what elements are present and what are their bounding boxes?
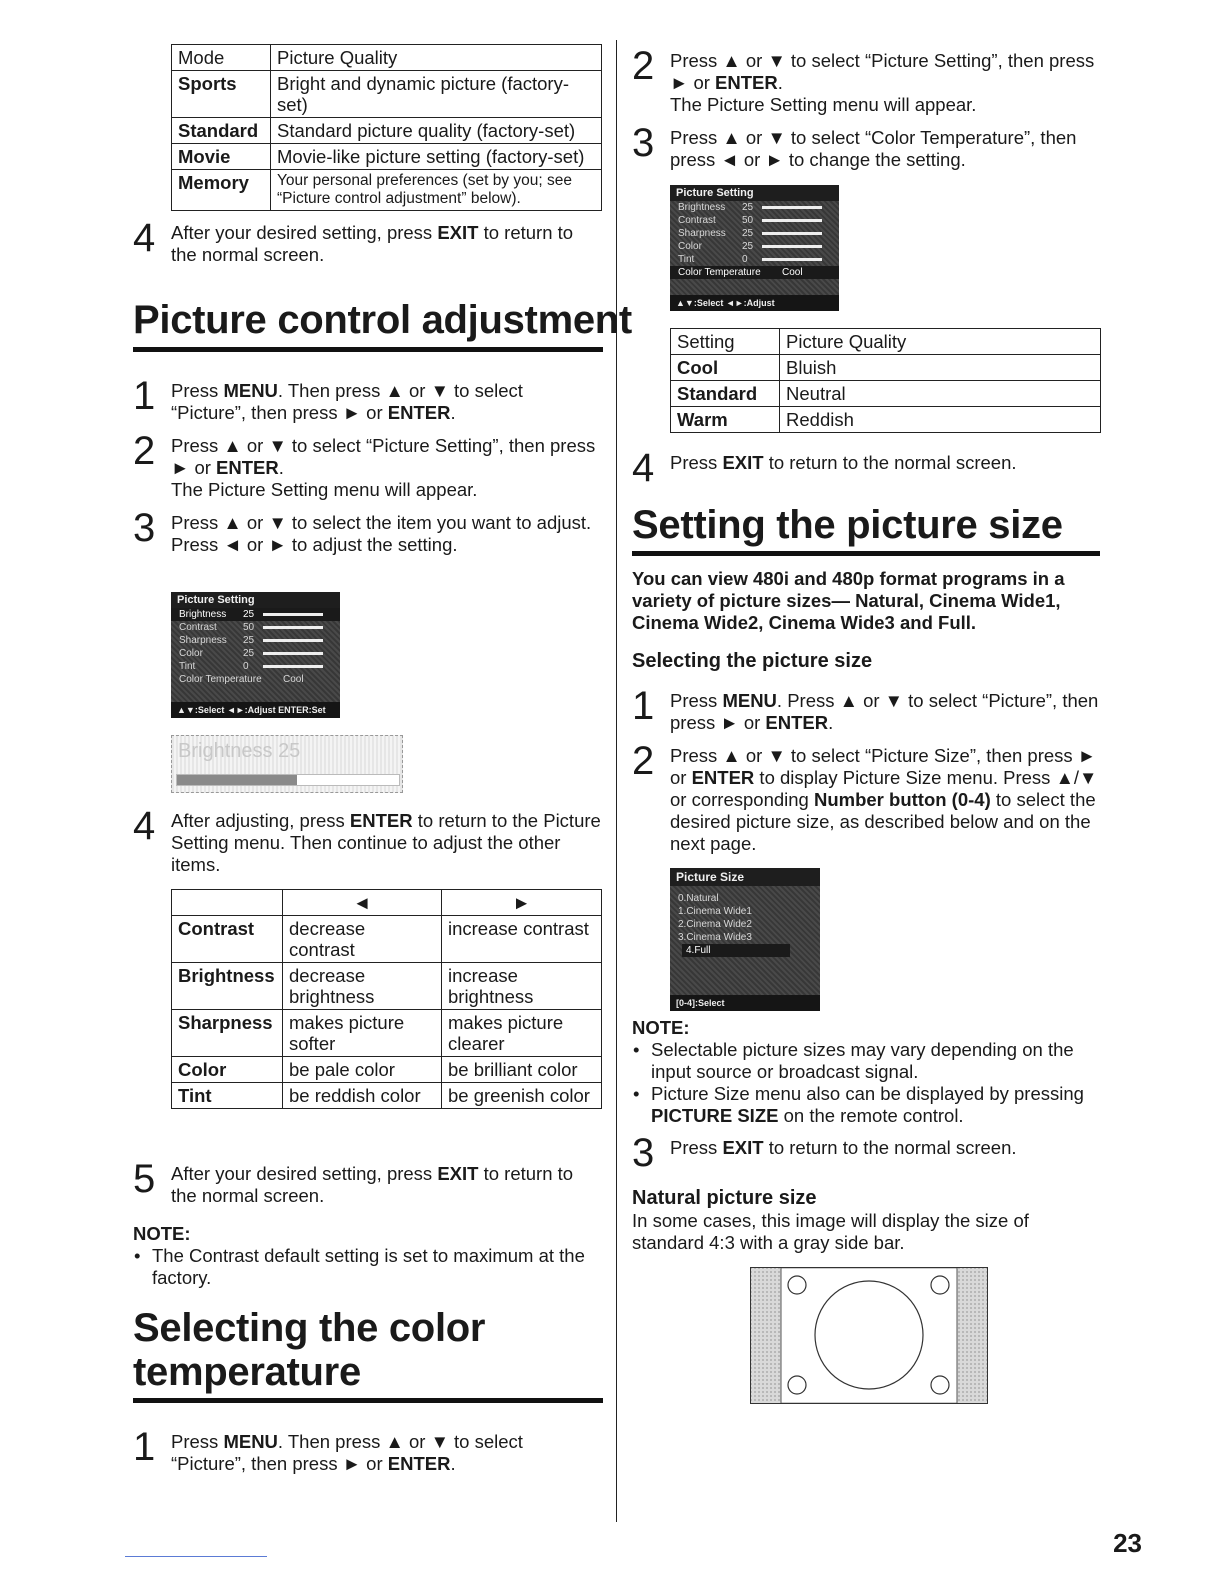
step-number: 5 xyxy=(133,1157,156,1201)
osd-row xyxy=(171,608,340,621)
step-bold: Number button (0-4) xyxy=(813,789,991,810)
temp-table-wrap xyxy=(670,328,1101,433)
osd-value: 25 xyxy=(742,228,754,239)
temp-setting: Standard xyxy=(671,381,780,407)
adj-left: decrease contrast xyxy=(283,916,442,963)
step-bold: ENTER xyxy=(349,810,413,831)
step-text: Press ▲ or ▼ to select “Picture Setting”, then press ► or xyxy=(171,435,596,478)
step-text: Press ▲ or ▼ to select “Color Temperature”, then press ◄ or ► to change the setting. xyxy=(670,127,1077,170)
size-step-3 xyxy=(632,1131,1100,1175)
footer-line xyxy=(125,1556,267,1557)
step-text: . Then press ▲ or ▼ to select “Picture”, then press ► or xyxy=(171,1431,523,1474)
osd-label: Color xyxy=(678,241,702,252)
step-4-exit xyxy=(133,216,601,266)
step-text: to return to the Picture Setting menu. Then continue to adjust the other items. xyxy=(171,810,601,875)
pca-step-5 xyxy=(133,1157,601,1207)
step-bold: EXIT xyxy=(722,1137,764,1158)
osd-value: 0 xyxy=(742,254,748,265)
step-text: After your desired setting, press xyxy=(171,1163,438,1184)
sct-step-4 xyxy=(632,446,1100,490)
step-bold: ENTER xyxy=(216,457,279,478)
heading-rule xyxy=(133,347,603,352)
osd-row xyxy=(670,214,839,227)
adj-item: Contrast xyxy=(172,916,283,963)
adj-item: Brightness xyxy=(172,963,283,1010)
adj-left: makes picture softer xyxy=(283,1010,442,1057)
size-step-1 xyxy=(632,684,1100,734)
step-text: . Then press ▲ or ▼ to select “Picture”, then press ► or xyxy=(171,380,523,423)
step-bold: MENU xyxy=(223,1431,278,1452)
size-intro: You can view 480i and 480p format programs in a variety of picture sizes— Natural, Cinema Wide1, Cinema Wide2, Cinema Wide3 and Full. xyxy=(632,568,1065,633)
mode-name: Memory xyxy=(172,170,271,211)
step-text: Press ▲ or ▼ to select “Picture Size”, then press ► or xyxy=(670,745,1097,788)
sct-step-2 xyxy=(632,44,1100,116)
adjust-table xyxy=(171,889,602,1109)
step-text: The Picture Setting menu will appear. xyxy=(670,94,977,115)
osd-row xyxy=(171,621,340,634)
osd-bar xyxy=(762,206,822,209)
mode-table xyxy=(171,44,602,211)
osd-label: Sharpness xyxy=(179,635,227,646)
osd-title: Picture Setting xyxy=(670,185,839,201)
brightness-label-text: Brightness xyxy=(178,740,273,762)
osd-label: Tint xyxy=(678,254,695,265)
step-text: to return to the normal screen. xyxy=(171,1163,574,1206)
page-number: 23 xyxy=(1113,1528,1142,1558)
step-number: 4 xyxy=(632,446,655,490)
step-text: Press ▲ or ▼ to select “Picture Setting”, then press ► or xyxy=(670,50,1095,93)
heading-rule xyxy=(133,1398,603,1403)
temp-table xyxy=(670,328,1101,433)
osd-picture-size xyxy=(670,868,820,1011)
temp-setting: Cool xyxy=(671,355,780,381)
step-text: Press xyxy=(171,1431,224,1452)
osd-label: Contrast xyxy=(678,215,716,226)
adj-table-wrap xyxy=(171,889,602,1109)
temp-header: Setting xyxy=(671,329,780,355)
step-number: 1 xyxy=(632,684,655,728)
adj-header xyxy=(172,890,283,916)
step-number: 2 xyxy=(632,739,655,783)
step-text: . xyxy=(450,1453,456,1474)
osd-bar xyxy=(263,652,323,655)
osd-value: Cool xyxy=(782,267,803,278)
step-bold: ENTER xyxy=(715,72,778,93)
osd-label: Color Temperature xyxy=(678,267,761,278)
step-number: 2 xyxy=(133,429,156,473)
note-heading: NOTE: xyxy=(133,1223,191,1244)
temp-setting: Warm xyxy=(671,407,780,433)
step-bold: ENTER xyxy=(691,767,755,788)
step-text: Press xyxy=(670,1137,723,1158)
osd-value: 50 xyxy=(243,622,255,633)
sub-heading-natural: Natural picture size xyxy=(632,1187,817,1209)
step-text: Press xyxy=(670,690,723,711)
osd-size-item-selected: 4.Full xyxy=(682,944,790,957)
heading-picture-size: Setting the picture size xyxy=(632,503,1063,547)
adj-left: decrease brightness xyxy=(283,963,442,1010)
adj-right: increase contrast xyxy=(442,916,602,963)
step-text: . xyxy=(278,457,284,478)
step-bold: EXIT xyxy=(437,1163,479,1184)
step-text: . xyxy=(450,402,456,423)
step-number: 3 xyxy=(632,1131,655,1175)
mode-name: Sports xyxy=(172,71,271,118)
note-text: on the remote control. xyxy=(778,1105,964,1126)
step-text: . xyxy=(777,72,783,93)
osd-color-temperature xyxy=(670,185,839,311)
heading-picture-control: Picture control adjustment xyxy=(133,298,632,342)
heading-color-temp-2: temperature xyxy=(133,1350,361,1394)
mode-desc: Movie-like picture setting (factory-set) xyxy=(271,144,602,170)
osd-bar xyxy=(762,245,822,248)
natural-description: In some cases, this image will display the size of standard 4:3 with a gray side bar. xyxy=(632,1210,1029,1253)
step-text: . Press ▲ or ▼ to select “Picture”, then press ► or xyxy=(670,690,1099,733)
column-divider xyxy=(616,40,617,1522)
osd-size-item: 2.Cinema Wide2 xyxy=(678,919,752,930)
step-text: Press ▲ or ▼ to select the item you want to adjust. xyxy=(171,512,592,533)
osd-bar xyxy=(762,232,822,235)
step-bold: MENU xyxy=(223,380,278,401)
osd-picture-setting xyxy=(171,592,340,718)
osd-value: 50 xyxy=(742,215,754,226)
osd-row xyxy=(670,253,839,266)
adj-left: be pale color xyxy=(283,1057,442,1083)
osd-label: Sharpness xyxy=(678,228,726,239)
pca-step-1 xyxy=(133,374,601,424)
step-number: 1 xyxy=(133,1425,156,1469)
osd-row xyxy=(670,240,839,253)
adj-item: Tint xyxy=(172,1083,283,1109)
step-bold: EXIT xyxy=(437,222,479,243)
temp-header: Picture Quality xyxy=(780,329,1101,355)
step-number: 2 xyxy=(632,44,655,88)
step-number: 3 xyxy=(632,121,655,165)
adj-right: be greenish color xyxy=(442,1083,602,1109)
osd-value: Cool xyxy=(283,674,304,685)
osd-bar xyxy=(263,613,323,616)
step-text: . xyxy=(828,712,834,733)
osd-value: 25 xyxy=(243,648,255,659)
osd-row xyxy=(670,227,839,240)
osd-label: Contrast xyxy=(179,622,217,633)
step-text: Press ◄ or ► to adjust the setting. xyxy=(171,534,458,555)
heading-rule xyxy=(632,551,1100,556)
step-text: to return to the normal screen. xyxy=(763,452,1017,473)
pca-step-3 xyxy=(133,506,601,556)
step-bold: ENTER xyxy=(387,402,451,423)
osd-size-item: 3.Cinema Wide3 xyxy=(678,932,752,943)
step-text: Press xyxy=(171,380,224,401)
brightness-label xyxy=(178,740,300,763)
step-text: After adjusting, press xyxy=(171,810,350,831)
step-number: 3 xyxy=(133,506,156,550)
brightness-track xyxy=(176,774,400,786)
brightness-fill xyxy=(177,775,297,785)
mode-header-1: Mode xyxy=(172,45,271,71)
mode-name: Movie xyxy=(172,144,271,170)
osd-row xyxy=(171,647,340,660)
temp-quality: Reddish xyxy=(780,407,1101,433)
sct-step-1 xyxy=(133,1425,601,1475)
mode-header-2: Picture Quality xyxy=(271,45,602,71)
osd-size-item: 1.Cinema Wide1 xyxy=(678,906,752,917)
size-step-2 xyxy=(632,739,1100,855)
osd-bar xyxy=(263,639,323,642)
note-heading: NOTE: xyxy=(632,1017,690,1038)
note-item: • Selectable picture sizes may vary depending on the input source or broadcast signal. xyxy=(633,1039,1117,1083)
note-bold: PICTURE SIZE xyxy=(651,1105,779,1126)
osd-label: Color xyxy=(179,648,203,659)
osd-label: Color Temperature xyxy=(179,674,262,685)
osd-bar xyxy=(263,626,323,629)
heading-color-temp-1: Selecting the color xyxy=(133,1306,486,1350)
temp-quality: Neutral xyxy=(780,381,1101,407)
pca-step-2 xyxy=(133,429,601,501)
mode-desc: Bright and dynamic picture (factory-set) xyxy=(271,71,602,118)
step-bold: EXIT xyxy=(722,452,764,473)
brightness-bar-graphic xyxy=(171,735,403,793)
osd-value: 25 xyxy=(742,202,754,213)
natural-size-illustration xyxy=(750,1267,988,1404)
adj-header: ► xyxy=(442,890,602,916)
mode-desc: Your personal preferences (set by you; see “Picture control adjustment” below). xyxy=(271,170,602,211)
osd-footer: ▲▼:Select ◄►:Adjust xyxy=(670,295,839,311)
osd-footer: ▲▼:Select ◄►:Adjust ENTER:Set xyxy=(171,702,340,718)
step-text: to display Picture Size menu. Press ▲/▼ or corresponding xyxy=(670,767,1098,810)
osd-title: Picture Setting xyxy=(171,592,340,608)
brightness-value: 25 xyxy=(278,740,301,762)
osd-label: Brightness xyxy=(678,202,726,213)
osd-value: 25 xyxy=(243,609,255,620)
osd-footer: [0-4]:Select xyxy=(670,995,820,1011)
osd-row xyxy=(670,201,839,214)
temp-quality: Bluish xyxy=(780,355,1101,381)
note-item xyxy=(633,1083,1117,1127)
osd-label: Tint xyxy=(179,661,196,672)
step-text: The Picture Setting menu will appear. xyxy=(171,479,478,500)
step-text: to return to the normal screen. xyxy=(171,222,574,265)
osd-row xyxy=(670,266,839,279)
adj-item: Sharpness xyxy=(172,1010,283,1057)
mode-desc: Standard picture quality (factory-set) xyxy=(271,118,602,144)
sub-heading-selecting-size: Selecting the picture size xyxy=(632,650,873,672)
step-bold: ENTER xyxy=(387,1453,451,1474)
osd-value: 25 xyxy=(742,241,754,252)
osd-row xyxy=(171,634,340,647)
adj-right: be brilliant color xyxy=(442,1057,602,1083)
sct-step-3 xyxy=(632,121,1100,171)
mode-table-wrap xyxy=(171,44,602,211)
step-number: 1 xyxy=(133,374,156,418)
osd-bar xyxy=(263,665,323,668)
pca-step-4 xyxy=(133,804,601,876)
osd-label: Brightness xyxy=(179,609,227,620)
osd-row xyxy=(171,673,340,686)
adj-right: increase brightness xyxy=(442,963,602,1010)
osd-bar xyxy=(762,258,822,261)
osd-row xyxy=(171,660,340,673)
step-text: to return to the normal screen. xyxy=(763,1137,1017,1158)
step-bold: MENU xyxy=(722,690,777,711)
osd-size-item: 0.Natural xyxy=(678,893,719,904)
adj-header: ◄ xyxy=(283,890,442,916)
step-text: to select the desired picture size, as described below and on the next page. xyxy=(670,789,1096,854)
adj-item: Color xyxy=(172,1057,283,1083)
note-item: • The Contrast default setting is set to maximum at the factory. xyxy=(134,1245,602,1289)
step-text: Press xyxy=(670,452,723,473)
step-number: 4 xyxy=(133,804,156,848)
mode-name: Standard xyxy=(172,118,271,144)
note-text: Picture Size menu also can be displayed by pressing xyxy=(651,1083,1084,1104)
step-number: 4 xyxy=(133,216,156,260)
osd-bar xyxy=(762,219,822,222)
adj-left: be reddish color xyxy=(283,1083,442,1109)
step-text: After your desired setting, press xyxy=(171,222,438,243)
adj-right: makes picture clearer xyxy=(442,1010,602,1057)
osd-value: 0 xyxy=(243,661,249,672)
osd-title: Picture Size xyxy=(670,868,820,886)
osd-value: 25 xyxy=(243,635,255,646)
step-bold: ENTER xyxy=(765,712,829,733)
